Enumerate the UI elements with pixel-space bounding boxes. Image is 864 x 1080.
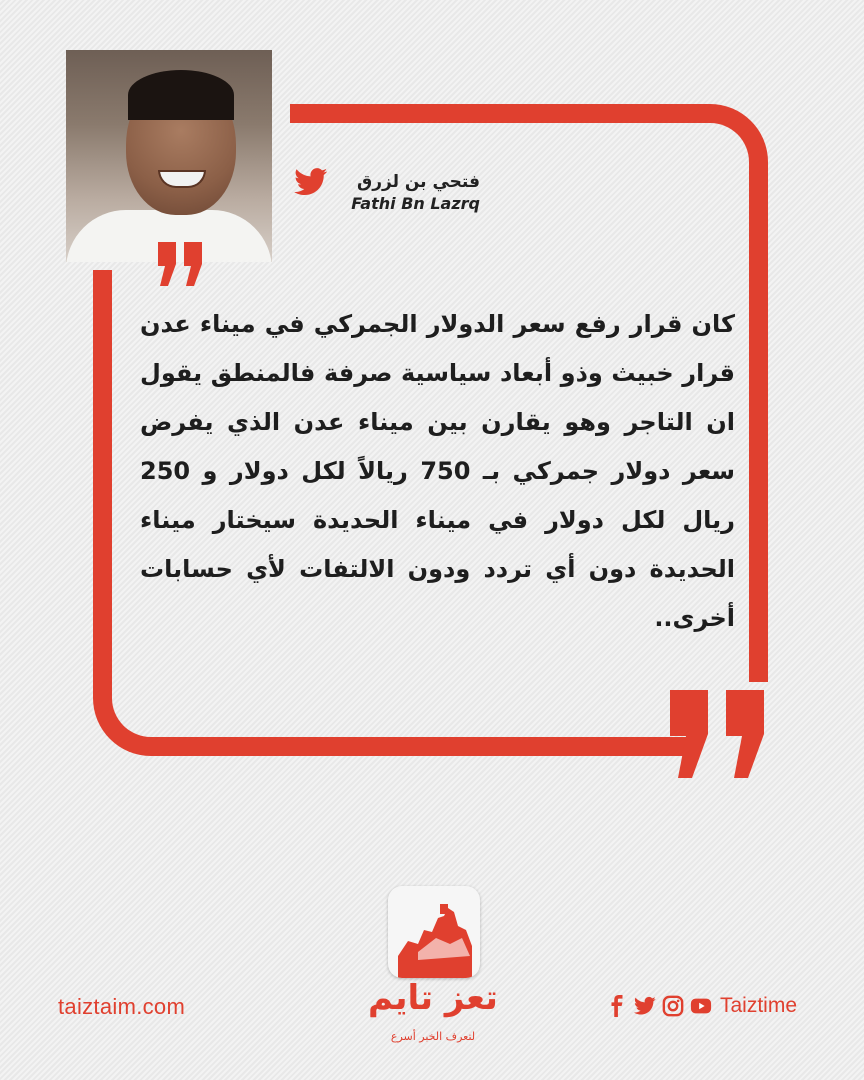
instagram-icon[interactable]: [662, 995, 684, 1017]
quote-frame-right-stub: [749, 600, 768, 682]
author-name-english: Fathi Bn Lazrq: [351, 194, 480, 213]
social-links: [606, 994, 797, 1018]
closing-quote-icon: [666, 688, 770, 780]
youtube-icon[interactable]: [690, 995, 712, 1017]
brand-tagline: لتعرف الخبر أسرع: [390, 1030, 476, 1043]
social-handle[interactable]: Taiztime: [720, 994, 798, 1017]
castle-logo-icon: [388, 886, 480, 978]
author-photo: [66, 50, 272, 262]
quote-text: كان قرار رفع سعر الدولار الجمركي في ميناء عدن قرار خبيث وذو أبعاد سياسية صرفة فالمنطق يقول ان التاجر وهو يقارن بين ميناء عدن الذي يفرض سعر دولار جمركي بـ 750 ريالاً لكل دولار و 250 ريال لكل دولار في ميناء الحديدة سيختار ميناء الحديدة دون أي تردد ودون الالتفات لأي حسابات أخرى..: [140, 310, 735, 632]
brand-logo: [388, 886, 480, 978]
facebook-icon[interactable]: [606, 995, 628, 1017]
brand-name: تعز تايم: [368, 978, 498, 1018]
website-link[interactable]: taiztaim.com: [58, 994, 186, 1019]
author-block: [300, 172, 480, 213]
opening-quote-icon: [156, 240, 206, 288]
author-name-arabic: فتحي بن لزرق: [357, 172, 480, 192]
twitter-icon[interactable]: [634, 995, 656, 1017]
